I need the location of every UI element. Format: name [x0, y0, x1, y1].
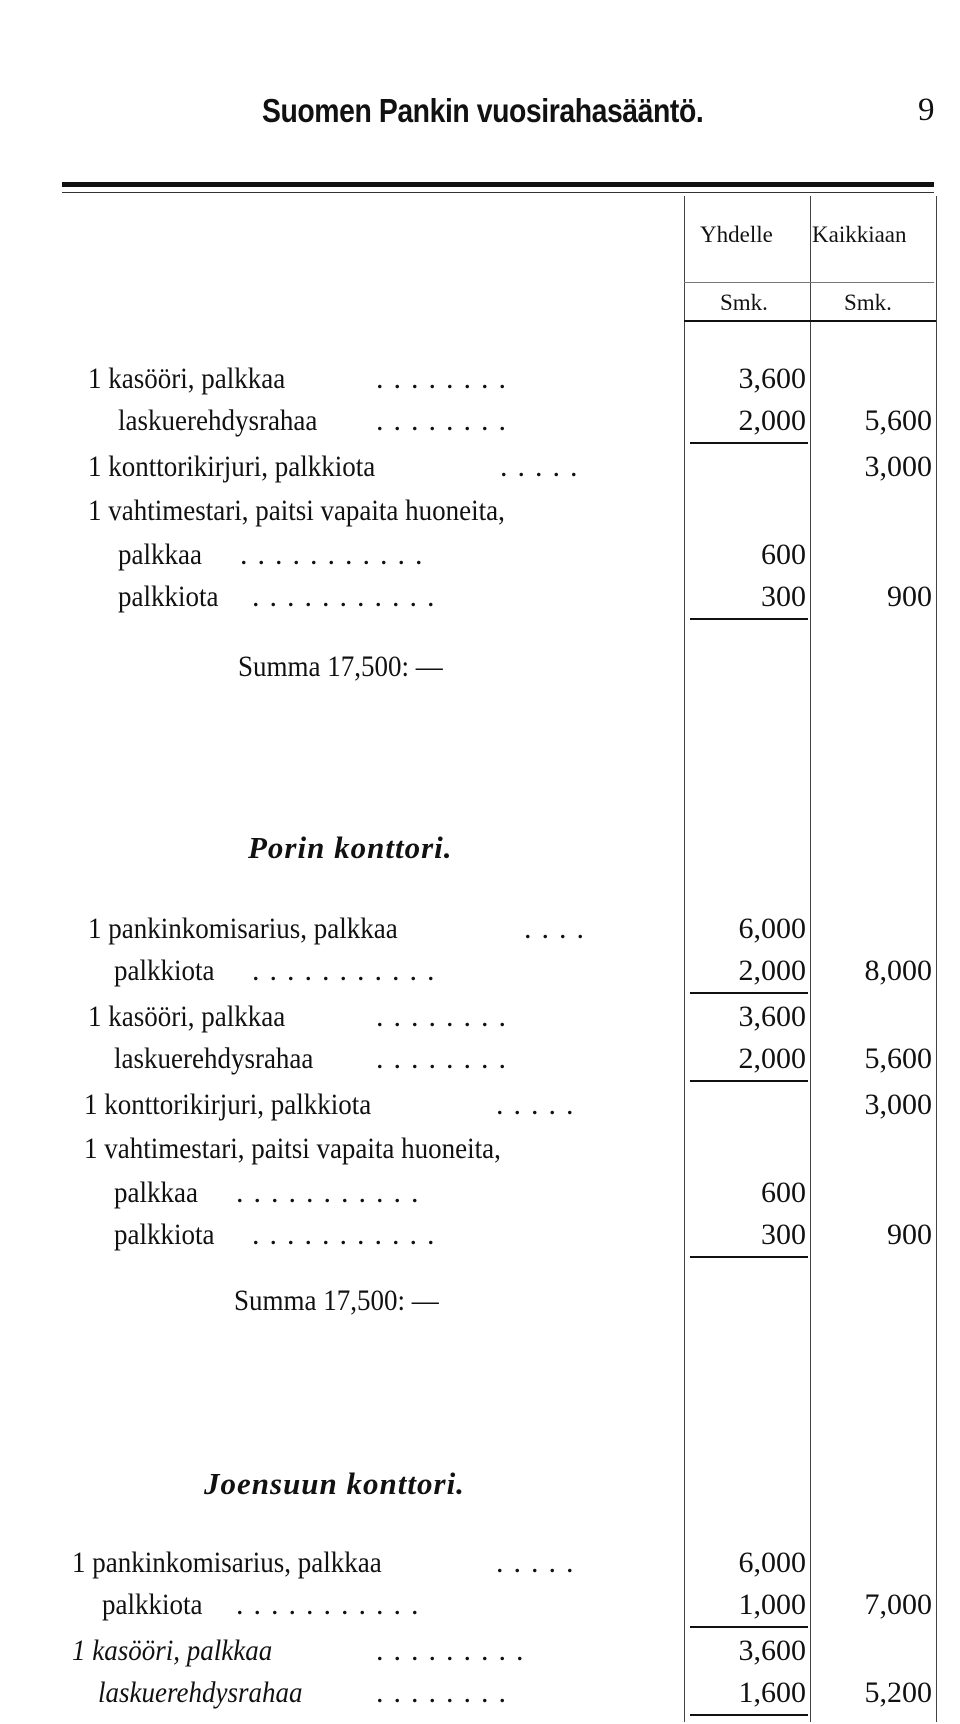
subtotal-rule	[690, 1080, 808, 1082]
subtotal-rule	[690, 442, 808, 444]
row-label: palkkiota	[102, 1588, 203, 1621]
row-label: 1 kasööri, palkkaa	[88, 362, 286, 395]
value-kaikkiaan: 5,600	[864, 404, 932, 437]
value-yhdelle: 300	[761, 580, 806, 613]
table-row	[0, 1634, 960, 1682]
value-yhdelle: 3,600	[738, 362, 806, 395]
row-label: 1 kasööri, palkkaa	[72, 1634, 273, 1667]
subtotal-rule	[690, 1714, 808, 1716]
leader-dots: ...........	[252, 954, 445, 987]
leader-dots: .........	[376, 1634, 534, 1667]
table-row	[0, 1088, 960, 1136]
table-row	[0, 1676, 960, 1724]
value-yhdelle: 2,000	[738, 954, 806, 987]
leader-dots: ...........	[252, 1218, 445, 1251]
table-row	[0, 362, 960, 410]
value-kaikkiaan: 7,000	[864, 1588, 932, 1621]
value-yhdelle: 2,000	[738, 1042, 806, 1075]
leader-dots: ...........	[252, 580, 445, 613]
subtotal-rule	[690, 1626, 808, 1628]
header-divider	[684, 282, 934, 283]
leader-dots: ...........	[236, 1588, 429, 1621]
subtotal-rule	[690, 618, 808, 620]
column-header-kaikkiaan: Kaikkiaan	[812, 222, 907, 247]
header-bottom-rule	[684, 320, 936, 322]
row-label: palkkiota	[114, 954, 215, 987]
value-yhdelle: 1,000	[738, 1588, 806, 1621]
column-header-yhdelle: Yhdelle	[700, 222, 773, 247]
table-row	[0, 1588, 960, 1636]
subtotal-rule	[690, 1256, 808, 1258]
leader-dots: ........	[376, 1000, 516, 1033]
unit-header-1: Smk.	[720, 290, 768, 315]
value-kaikkiaan: 8,000	[864, 954, 932, 987]
table-row	[0, 1176, 960, 1224]
section-title: Porin konttori.	[248, 830, 453, 865]
leader-dots: ........	[376, 1042, 516, 1075]
section-summa: Summa 17,500: —	[238, 650, 443, 683]
value-kaikkiaan: 900	[887, 580, 932, 613]
section-title: Joensuun konttori.	[204, 1466, 465, 1501]
header-rule-thin	[62, 192, 934, 193]
section-summa: Summa 17,500: —	[234, 1284, 439, 1317]
page-title: Suomen Pankin vuosirahasääntö.	[262, 92, 704, 129]
subtotal-rule	[690, 992, 808, 994]
table-row	[0, 1218, 960, 1266]
row-label: laskuerehdysrahaa	[98, 1676, 303, 1709]
table-row	[0, 580, 960, 628]
row-label: palkkaa	[118, 538, 202, 571]
row-label: 1 pankinkomisarius, palkkaa	[88, 912, 398, 945]
table-row	[0, 404, 960, 452]
unit-header-2: Smk.	[844, 290, 892, 315]
table-row	[0, 954, 960, 1002]
header-rule-thick	[62, 182, 934, 187]
value-yhdelle: 6,000	[738, 912, 806, 945]
table-row	[0, 912, 960, 960]
table-row	[0, 1132, 960, 1180]
row-label: 1 vahtimestari, paitsi vapaita huoneita,	[84, 1132, 501, 1165]
leader-dots: ........	[376, 362, 516, 395]
row-label: palkkaa	[114, 1176, 198, 1209]
leader-dots: ...........	[236, 1176, 429, 1209]
row-label: laskuerehdysrahaa	[118, 404, 318, 437]
value-yhdelle: 3,600	[738, 1634, 806, 1667]
value-kaikkiaan: 5,600	[864, 1042, 932, 1075]
leader-dots: ........	[376, 1676, 516, 1709]
table-row	[0, 1042, 960, 1090]
table-row	[0, 450, 960, 498]
leader-dots: ....	[524, 912, 594, 945]
value-yhdelle: 600	[761, 538, 806, 571]
row-label: 1 konttorikirjuri, palkkiota	[88, 450, 376, 483]
row-label: 1 kasööri, palkkaa	[88, 1000, 286, 1033]
row-label: laskuerehdysrahaa	[114, 1042, 314, 1075]
value-kaikkiaan: 3,000	[864, 450, 932, 483]
value-yhdelle: 1,600	[738, 1676, 806, 1709]
leader-dots: .....	[496, 1088, 584, 1121]
value-yhdelle: 3,600	[738, 1000, 806, 1033]
value-kaikkiaan: 900	[887, 1218, 932, 1251]
leader-dots: .....	[496, 1546, 584, 1579]
table-row	[0, 1000, 960, 1048]
leader-dots: ........	[376, 404, 516, 437]
row-label: palkkiota	[114, 1218, 215, 1251]
row-label: 1 pankinkomisarius, palkkaa	[72, 1546, 382, 1579]
value-yhdelle: 2,000	[738, 404, 806, 437]
page-number: 9	[918, 92, 935, 128]
row-label: 1 vahtimestari, paitsi vapaita huoneita,	[88, 494, 505, 527]
table-row	[0, 494, 960, 542]
leader-dots: ...........	[240, 538, 433, 571]
value-yhdelle: 300	[761, 1218, 806, 1251]
value-yhdelle: 6,000	[738, 1546, 806, 1579]
value-yhdelle: 600	[761, 1176, 806, 1209]
table-row	[0, 538, 960, 586]
value-kaikkiaan: 5,200	[864, 1676, 932, 1709]
table-row	[0, 1546, 960, 1594]
row-label: palkkiota	[118, 580, 219, 613]
row-label: 1 konttorikirjuri, palkkiota	[84, 1088, 372, 1121]
value-kaikkiaan: 3,000	[864, 1088, 932, 1121]
leader-dots: .....	[500, 450, 588, 483]
